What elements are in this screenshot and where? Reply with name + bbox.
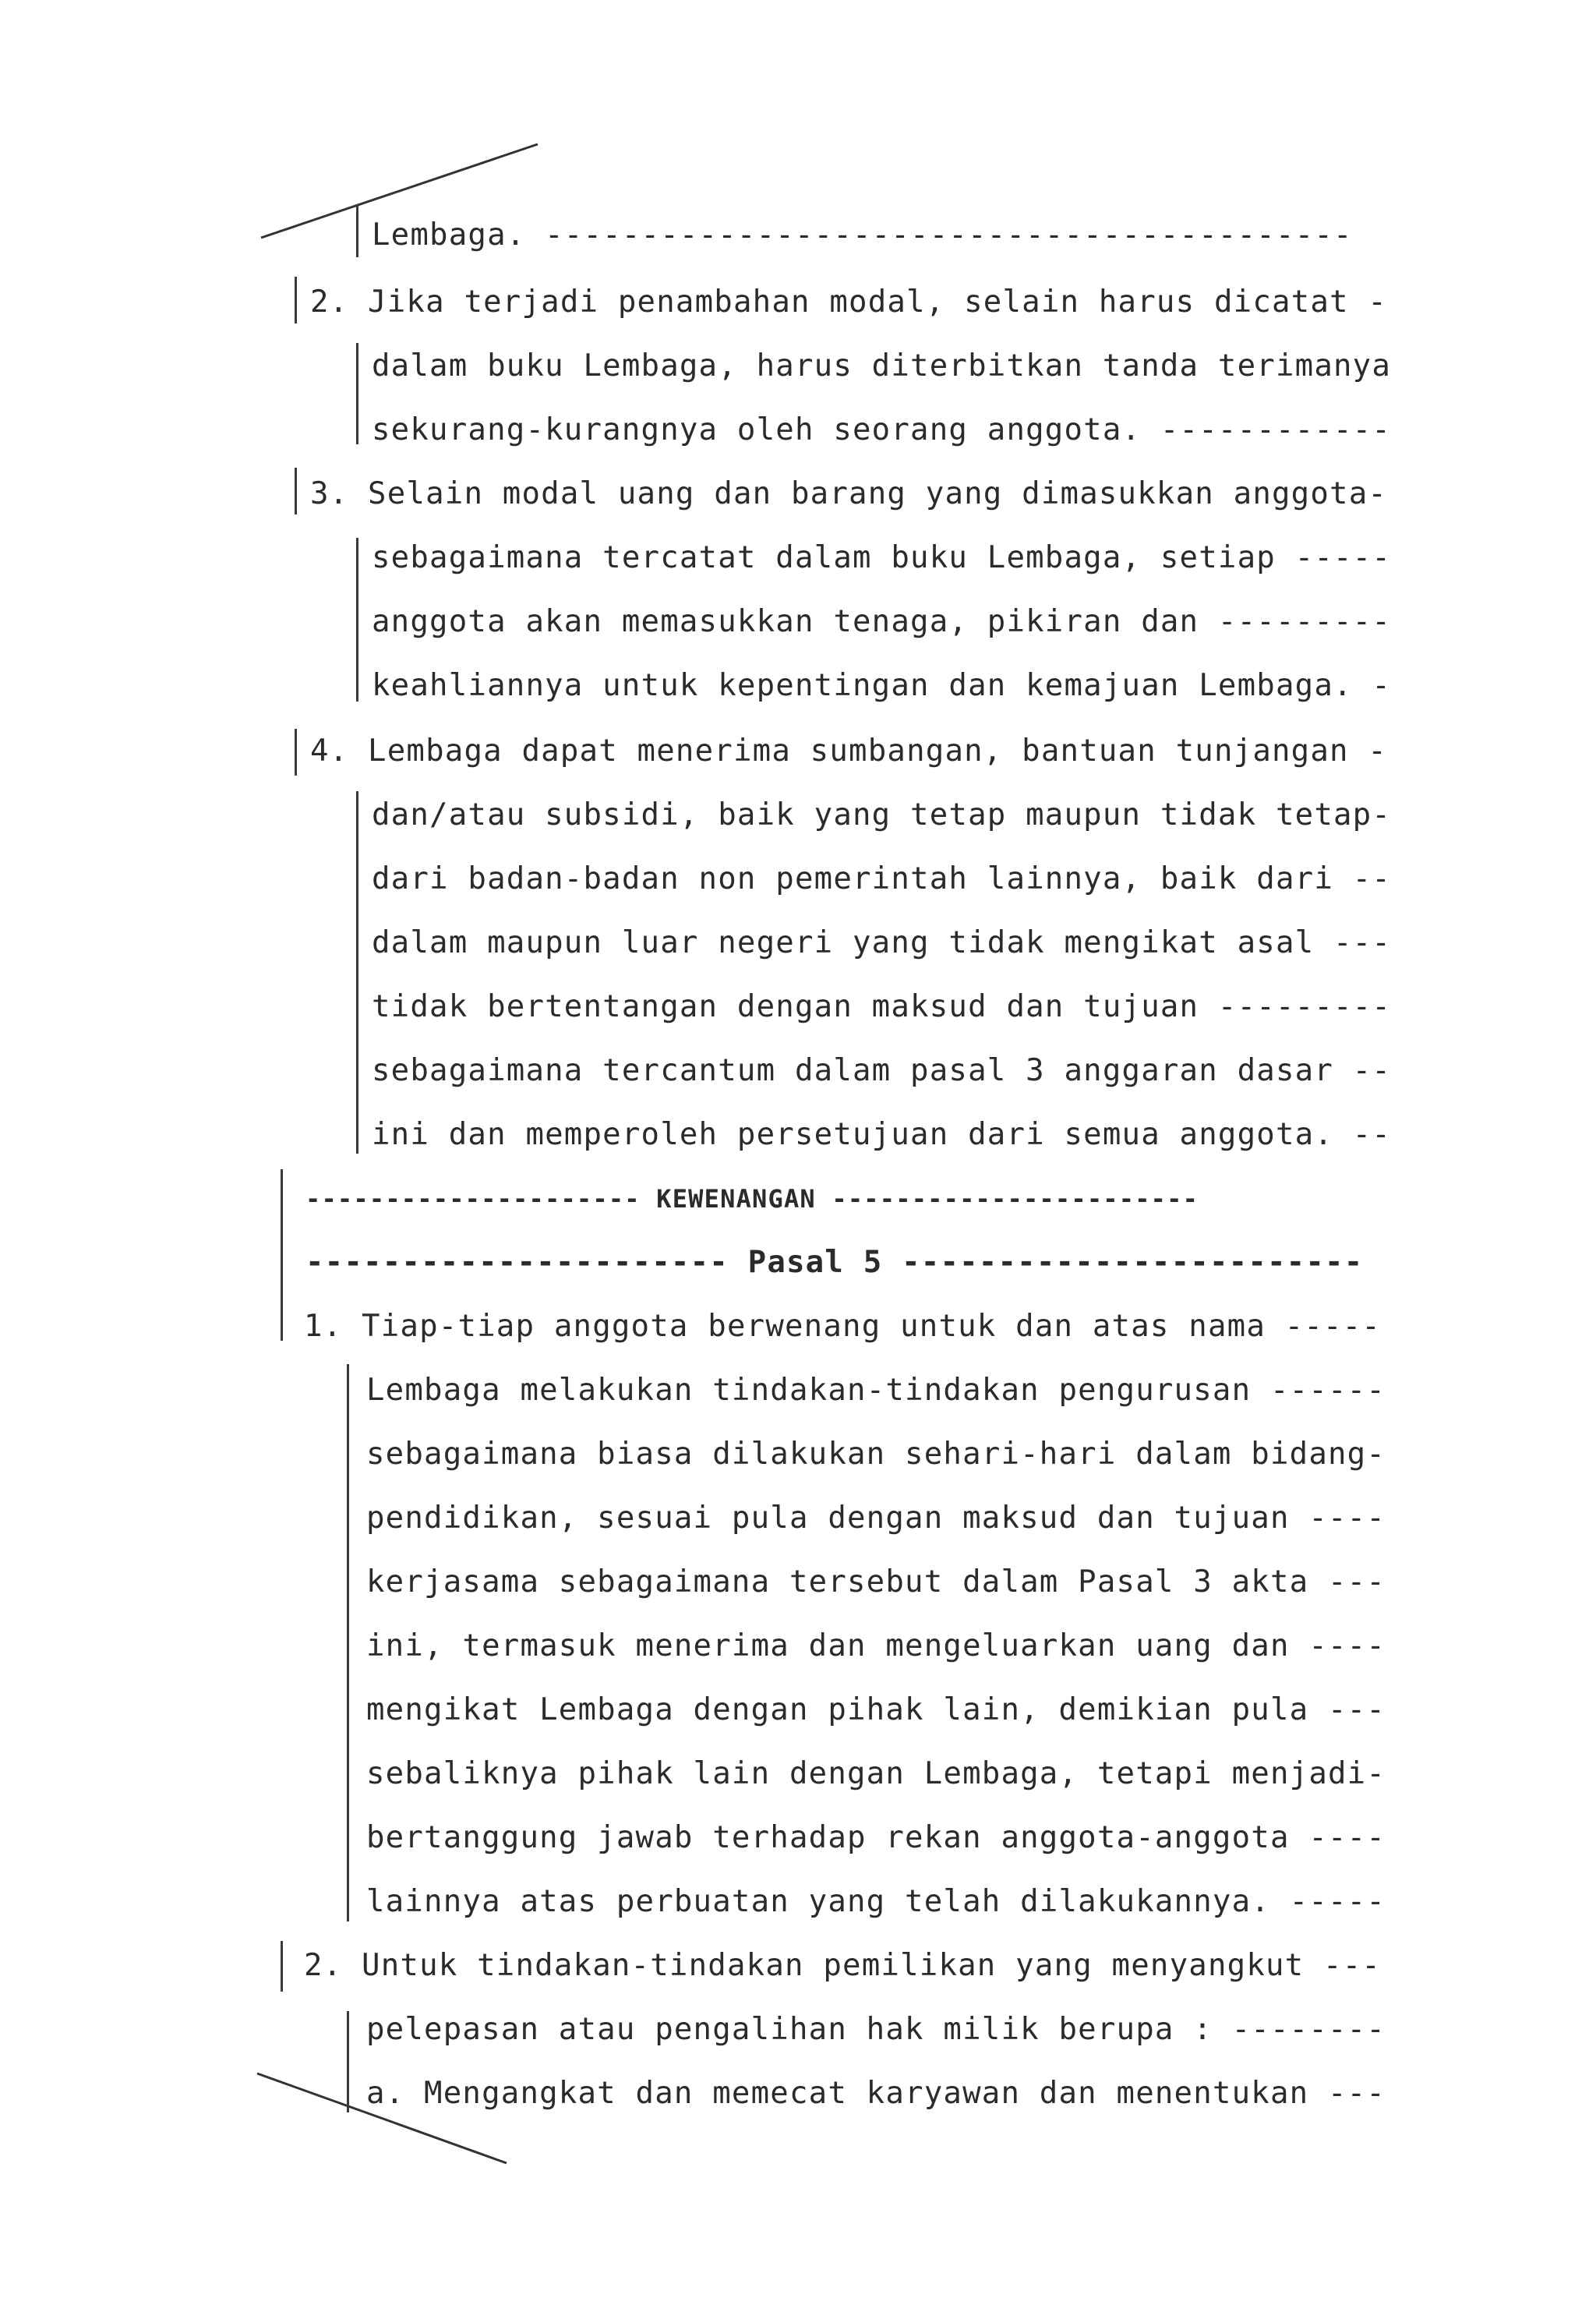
margin-bar: [356, 204, 358, 257]
doc-line: kerjasama sebagaimana tersebut dalam Pasal 3 akta ---: [366, 1564, 1386, 1600]
margin-bar: [356, 343, 358, 444]
doc-line: sebagaimana biasa dilakukan sehari-hari dalam bidang-: [366, 1437, 1386, 1472]
doc-line: ini, termasuk menerima dan mengeluarkan uang dan ----: [366, 1628, 1386, 1663]
doc-line: sebaliknya pihak lain dengan Lembaga, tetapi menjadi-: [366, 1756, 1386, 1791]
article-heading: ---------------------- Pasal 5 ------------------------: [305, 1245, 1364, 1280]
doc-line: mengikat Lembaga dengan pihak lain, demikian pula ---: [366, 1692, 1386, 1727]
doc-line: dan/atau subsidi, baik yang tetap maupun tidak tetap-: [372, 797, 1392, 833]
section-heading: --------------------- KEWENANGAN -----------------------: [305, 1184, 1199, 1214]
doc-line: 2. Jika terjadi penambahan modal, selain harus dicatat -: [310, 285, 1388, 320]
doc-line: dari badan-badan non pemerintah lainnya, baik dari --: [372, 861, 1392, 896]
doc-line: pendidikan, sesuai pula dengan maksud dan tujuan ----: [366, 1501, 1386, 1536]
doc-line: 1. Tiap-tiap anggota berwenang untuk dan atas nama -----: [304, 1309, 1382, 1344]
doc-line: bertanggung jawab terhadap rekan anggota-anggota ----: [366, 1820, 1386, 1855]
doc-line: lainnya atas perbuatan yang telah dilakukannya. -----: [366, 1884, 1386, 1919]
doc-line: keahliannya untuk kepentingan dan kemajuan Lembaga. -: [372, 668, 1392, 703]
margin-bar: [281, 1169, 283, 1341]
margin-bar: [356, 791, 358, 1154]
margin-bar: [295, 468, 297, 514]
margin-bar: [347, 1364, 349, 1921]
margin-bar: [281, 1941, 283, 1992]
doc-line: sebagaimana tercantum dalam pasal 3 anggaran dasar --: [372, 1053, 1392, 1088]
margin-bar: [356, 538, 358, 702]
doc-line: a. Mengangkat dan memecat karyawan dan menentukan ---: [366, 2076, 1386, 2111]
doc-line: sebagaimana tercatat dalam buku Lembaga, setiap -----: [372, 540, 1392, 575]
doc-line: pelepasan atau pengalihan hak milik berupa : --------: [366, 2012, 1386, 2047]
doc-line: dalam maupun luar negeri yang tidak mengikat asal ---: [372, 925, 1392, 960]
margin-bar: [347, 2011, 349, 2112]
doc-line: 4. Lembaga dapat menerima sumbangan, bantuan tunjangan -: [310, 734, 1388, 769]
doc-line: ini dan memperoleh persetujuan dari semua anggota. --: [372, 1117, 1392, 1152]
doc-line: Lembaga melakukan tindakan-tindakan pengurusan ------: [366, 1373, 1386, 1408]
doc-line: sekurang-kurangnya oleh seorang anggota. ------------: [372, 412, 1392, 447]
doc-line: 3. Selain modal uang dan barang yang dimasukkan anggota-: [310, 476, 1388, 511]
doc-line: tidak bertentangan dengan maksud dan tujuan ---------: [372, 989, 1392, 1024]
doc-line: 2. Untuk tindakan-tindakan pemilikan yang menyangkut ---: [304, 1948, 1382, 1983]
margin-bar: [295, 729, 297, 776]
doc-line: anggota akan memasukkan tenaga, pikiran dan ---------: [372, 604, 1392, 639]
margin-bar: [295, 277, 297, 323]
doc-line: Lembaga. ------------------------------------------: [372, 217, 1353, 253]
doc-line: dalam buku Lembaga, harus diterbitkan tanda terimanya: [372, 348, 1392, 384]
